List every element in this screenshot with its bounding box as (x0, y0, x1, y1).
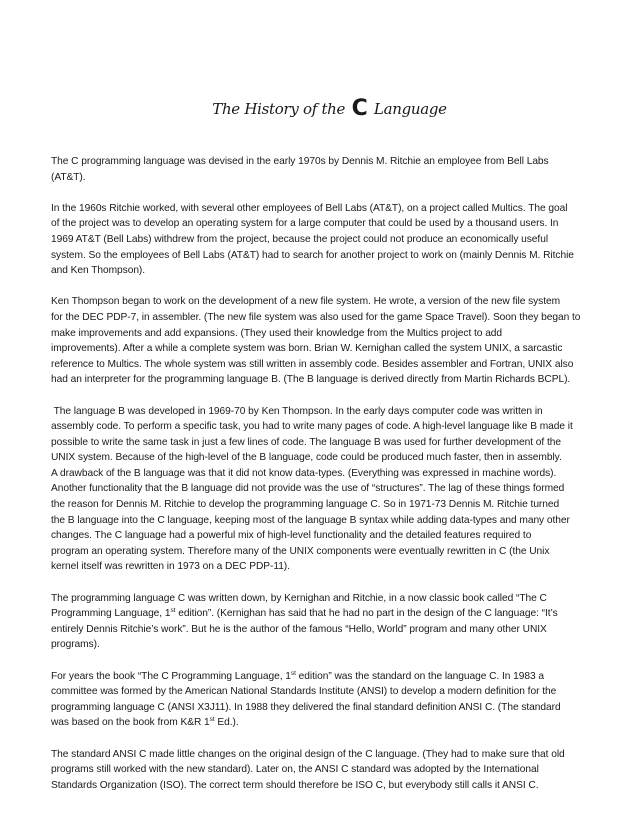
text-line (51, 715, 594, 731)
text-line: improvements). After a while a complete system was born. Brian W. Kernighan called the system UNIX, a sarcastic (51, 343, 563, 355)
text-line: the B language into the C language, keeping most of the language B syntax while adding data-types and many other (51, 514, 570, 526)
paragraph-3 (51, 294, 594, 388)
text-line: Ken Thompson began to work on the development of a new file system. He wrote, a version of the new file system (51, 296, 561, 308)
text-line: changes. The C language had a powerful mix of high-level functionality and the detailed features required to (51, 530, 532, 542)
text-line (51, 669, 594, 685)
superscript: st (170, 607, 176, 615)
text-line: The programming language C was written down, by Kernighan and Ritchie, in a now classic book called “The C (51, 592, 547, 604)
paragraph-4 (51, 404, 594, 576)
text-segment: For years the book “The C Programming Language, 1 (51, 670, 291, 682)
text-line: entirely Dennis Ritchie’s work”. But he is the author of the famous “Hello, World” program and many other UNIX (51, 623, 547, 635)
text-line: UNIX system. Because of the high-level of the B language, code could be produced much faster, then in assembly. (51, 452, 562, 464)
text-line: had an interpreter for the programming language B. (The B language is derived directly from Martin Richards BCPL). (51, 374, 571, 386)
text-line: of the project was to develop an operating system for a large computer that could be used by a thousand users. In (51, 218, 559, 230)
title-letter-c: C (351, 96, 368, 121)
paragraph-2 (51, 201, 594, 279)
paragraph-5 (51, 591, 594, 653)
paragraph-1 (51, 154, 594, 185)
text-line: assembly code. To perform a specific task, you had to write many pages of code. A high-level language like B made it (51, 421, 573, 433)
text-line: The standard ANSI C made little changes on the original design of the C language. (They had to make sure that old (51, 748, 565, 760)
text-line: and Ken Thompson). (51, 265, 146, 277)
text-line: possible to write the same task in just a few lines of code. The language B was used for further development of the (51, 436, 561, 448)
text-line: make improvements and add expansions. (They used their knowledge from the Multics project to add (51, 327, 503, 339)
text-segment: Programming Language, 1 (51, 608, 171, 620)
text-line: reference to Multics. The whole system was still written in assembly code. Besides assembler and Fortran, UNIX also (51, 358, 574, 370)
text-line: (AT&T). (51, 171, 86, 183)
text-segment: edition” was the standard on the language C. In 1983 a (295, 670, 545, 682)
text-segment: edition”. (Kernighan has said that he had no part in the design of the C language: “It’s (175, 608, 558, 620)
text-segment: was based on the book from K&R 1 (51, 717, 210, 729)
text-line: the reason for Dennis M. Ritchie to develop the programming language C. So in 1971-73 Dennis M. Ritchie turned (51, 499, 560, 511)
text-line: programs). (51, 639, 100, 651)
paragraph-7 (51, 747, 594, 794)
text-line: In the 1960s Ritchie worked, with several other employees of Bell Labs (AT&T), on a project called Multics. The goal (51, 202, 568, 214)
text-line: Another functionality that the B language did not provide was the use of “structures”. The lag of these things formed (51, 483, 565, 495)
text-line: for the DEC PDP-7, in assembler. (The new file system was also used for the game Space Travel). Soon they began to (51, 311, 581, 323)
text-line: Standards Organization (ISO). The correct term should therefore be ISO C, but everybody still calls it ANSI C. (51, 779, 539, 791)
superscript: st (290, 669, 296, 677)
text-line: A drawback of the B language was that it did not know data-types. (Everything was expressed in machine words). (51, 467, 557, 479)
text-line: programming language C (ANSI X3J11). In 1988 they delivered the final standard definition ANSI C. (The standard (51, 701, 561, 713)
text-line: kernel itself was rewritten in 1973 on a DEC PDP-11). (51, 561, 290, 573)
text-line: The C programming language was devised in the early 1970s by Dennis M. Ritchie an employee from Bell Labs (51, 156, 549, 167)
text-line: system. So the employees of Bell Labs (AT&T) had to search for another project to work on (mainly Dennis M. Ritchie (51, 249, 574, 261)
document-title (51, 98, 594, 120)
text-line (51, 606, 594, 622)
text-segment: Ed.). (214, 717, 239, 729)
text-line: programs still worked with the new standard). Later on, the ANSI C standard was adopted by the International (51, 764, 539, 776)
text-line: committee was formed by the American National Standards Institute (ANSI) to develop a modern definition for the (51, 686, 557, 698)
superscript: st (209, 716, 215, 724)
text-line: The language B was developed in 1969-70 by Ken Thompson. In the early days computer code was written in (51, 405, 543, 417)
paragraph-6 (51, 669, 594, 731)
text-line: program an operating system. Therefore many of the UNIX components were eventually rewritten in C (the Unix (51, 545, 550, 557)
text-line: 1969 AT&T (Bell Labs) withdrew from the project, because the project could not produce an economically useful (51, 233, 549, 245)
title-suffix: Language (369, 100, 447, 118)
title-prefix: The History of the (212, 100, 350, 118)
